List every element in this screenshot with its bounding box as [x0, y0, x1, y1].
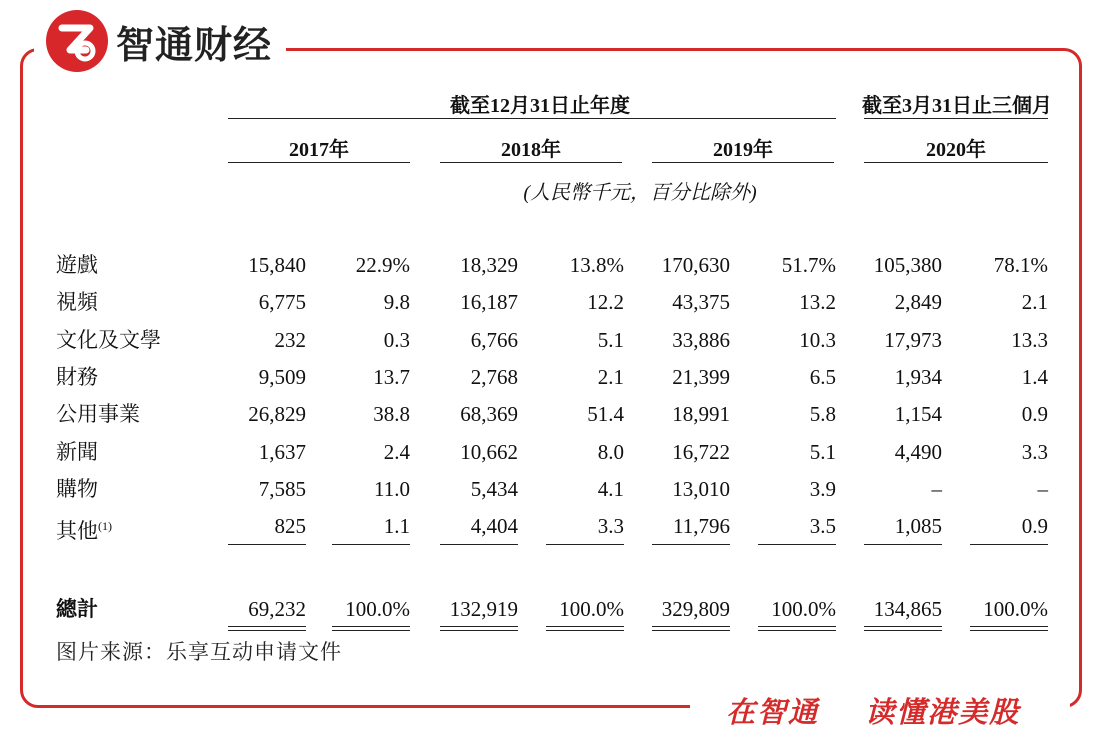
amount-cell: 1,934 — [894, 364, 942, 389]
percent-cell: 9.8 — [383, 290, 410, 315]
percent-cell: 6.5 — [809, 364, 836, 389]
percent-cell: 8.0 — [597, 439, 624, 464]
total-cell: 329,809 — [661, 597, 730, 621]
amount-cell: 10,662 — [460, 439, 518, 464]
brand-logo — [46, 10, 272, 72]
amount-cell: 6,775 — [258, 290, 306, 315]
amount-cell: 1,154 — [894, 402, 942, 427]
percent-cell: 3.9 — [809, 476, 836, 501]
amount-cell: – — [931, 476, 942, 501]
period-year-heading: 截至12月31日止年度 — [450, 95, 630, 117]
row-label-text: 文化及文學 — [56, 327, 161, 352]
units-note: (人民幣千元，百分比除外) — [523, 182, 757, 204]
brand-slogan — [726, 690, 1020, 731]
percent-cell: 2.1 — [597, 364, 624, 389]
year-rule — [652, 162, 834, 163]
percent-cell: 1.1 — [383, 514, 410, 539]
amount-cell: 43,375 — [672, 290, 730, 315]
table-row — [0, 362, 1120, 392]
row-label-text: 視頻 — [56, 290, 98, 315]
percent-cell: 13.2 — [799, 290, 836, 315]
amount-cell: 17,973 — [884, 327, 942, 352]
percent-cell: 13.7 — [373, 364, 410, 389]
table-row — [0, 287, 1120, 317]
total-cell: 100.0% — [559, 597, 624, 621]
percent-cell: 5.8 — [809, 402, 836, 427]
subtotal-rule — [228, 544, 306, 545]
row-label-text: 公用事業 — [56, 402, 140, 427]
table-row — [0, 250, 1120, 280]
brand-name: 智通财经 — [116, 22, 273, 67]
percent-cell: 22.9% — [355, 253, 410, 277]
percent-cell: 1.4 — [1021, 364, 1048, 389]
percent-cell: 13.3 — [1011, 327, 1048, 352]
row-label — [56, 250, 98, 280]
year-heading-2017: 2017年 — [289, 139, 349, 161]
amount-cell: 68,369 — [460, 402, 518, 427]
row-label-text: 遊戲 — [56, 253, 98, 277]
table-row — [0, 399, 1120, 429]
amount-cell: 170,630 — [661, 253, 730, 277]
period-quarter-heading: 截至3月31日止三個月 — [862, 95, 1052, 117]
amount-cell: 7,585 — [258, 476, 306, 501]
percent-cell: 11.0 — [374, 476, 410, 501]
total-double-rule — [546, 626, 624, 631]
amount-cell: 11,796 — [673, 514, 730, 539]
header-rule — [864, 118, 1048, 119]
row-label-text: 其他 — [56, 519, 98, 544]
subtotal-rule — [546, 544, 624, 545]
total-double-rule — [864, 626, 942, 631]
year-rule — [440, 162, 622, 163]
total-cell: 134,865 — [873, 597, 942, 621]
percent-cell: 3.3 — [1021, 439, 1048, 464]
amount-cell: 1,085 — [894, 514, 942, 539]
subtotal-rule — [970, 544, 1048, 545]
subtotal-rule — [332, 544, 410, 545]
row-label-text: 新聞 — [56, 439, 98, 464]
percent-cell: 0.9 — [1021, 514, 1048, 539]
year-rule — [864, 162, 1048, 163]
footnote-marker: (1) — [98, 519, 112, 534]
amount-cell: 6,766 — [470, 327, 518, 352]
total-cell: 100.0% — [983, 597, 1048, 621]
total-double-rule — [332, 626, 410, 631]
total-cell: 100.0% — [771, 597, 836, 621]
amount-cell: 2,849 — [894, 290, 942, 315]
percent-cell: 4.1 — [597, 476, 624, 501]
row-label — [56, 325, 161, 355]
amount-cell: 33,886 — [672, 327, 730, 352]
row-label — [56, 287, 98, 317]
percent-cell: 10.3 — [799, 327, 836, 352]
total-row — [0, 594, 1120, 624]
table-row — [0, 437, 1120, 467]
row-label — [56, 362, 98, 392]
year-heading-2020: 2020年 — [926, 139, 986, 161]
percent-cell: 5.1 — [809, 439, 836, 464]
percent-cell: 51.4 — [587, 402, 624, 427]
header-rule — [228, 118, 836, 119]
slogan-left: 在智通 — [726, 695, 820, 729]
amount-cell: 15,840 — [248, 253, 306, 277]
amount-cell: 18,329 — [460, 253, 518, 277]
amount-cell: 16,722 — [672, 439, 730, 464]
table-row — [0, 325, 1120, 355]
row-label — [56, 399, 140, 429]
total-double-rule — [652, 626, 730, 631]
percent-cell: 51.7% — [781, 253, 836, 277]
percent-cell: 0.3 — [383, 327, 410, 352]
subtotal-rule — [758, 544, 836, 545]
amount-cell: 1,637 — [258, 439, 306, 464]
percent-cell: 12.2 — [587, 290, 624, 315]
percent-cell: 5.1 — [597, 327, 624, 352]
logo-z-icon — [46, 10, 108, 72]
percent-cell: 13.8% — [569, 253, 624, 277]
row-label — [56, 474, 98, 504]
amount-cell: 2,768 — [470, 364, 518, 389]
total-double-rule — [228, 626, 306, 631]
row-label-text: 購物 — [56, 476, 98, 501]
year-rule — [228, 162, 410, 163]
amount-cell: 21,399 — [672, 364, 730, 389]
percent-cell: 0.9 — [1021, 402, 1048, 427]
amount-cell: 825 — [274, 514, 306, 539]
row-label — [56, 437, 98, 467]
percent-cell: 3.5 — [809, 514, 836, 539]
amount-cell: 16,187 — [460, 290, 518, 315]
subtotal-rule — [864, 544, 942, 545]
amount-cell: 4,404 — [470, 514, 518, 539]
amount-cell: 18,991 — [672, 402, 730, 427]
row-label — [56, 511, 112, 546]
year-heading-2018: 2018年 — [501, 139, 561, 161]
percent-cell: – — [1037, 476, 1048, 501]
percent-cell: 78.1% — [993, 253, 1048, 277]
total-double-rule — [758, 626, 836, 631]
total-double-rule — [970, 626, 1048, 631]
year-heading-2019: 2019年 — [713, 139, 773, 161]
amount-cell: 4,490 — [894, 439, 942, 464]
subtotal-rule — [652, 544, 730, 545]
total-cell: 100.0% — [345, 597, 410, 621]
amount-cell: 26,829 — [248, 402, 306, 427]
total-label: 總計 — [56, 597, 98, 621]
subtotal-rule — [440, 544, 518, 545]
total-double-rule — [440, 626, 518, 631]
image-source-caption: 图片来源：乐享互动申请文件 — [56, 640, 342, 664]
amount-cell: 232 — [274, 327, 306, 352]
amount-cell: 13,010 — [672, 476, 730, 501]
amount-cell: 9,509 — [258, 364, 306, 389]
percent-cell: 2.4 — [383, 439, 410, 464]
table-row — [0, 511, 1120, 544]
row-label-text: 財務 — [56, 364, 98, 389]
amount-cell: 105,380 — [873, 253, 942, 277]
percent-cell: 2.1 — [1021, 290, 1048, 315]
table-row — [0, 474, 1120, 504]
amount-cell: 5,434 — [470, 476, 518, 501]
total-cell: 69,232 — [248, 597, 306, 621]
percent-cell: 38.8 — [373, 402, 410, 427]
slogan-right: 读懂港美股 — [865, 695, 1021, 729]
total-cell: 132,919 — [449, 597, 518, 621]
percent-cell: 3.3 — [597, 514, 624, 539]
